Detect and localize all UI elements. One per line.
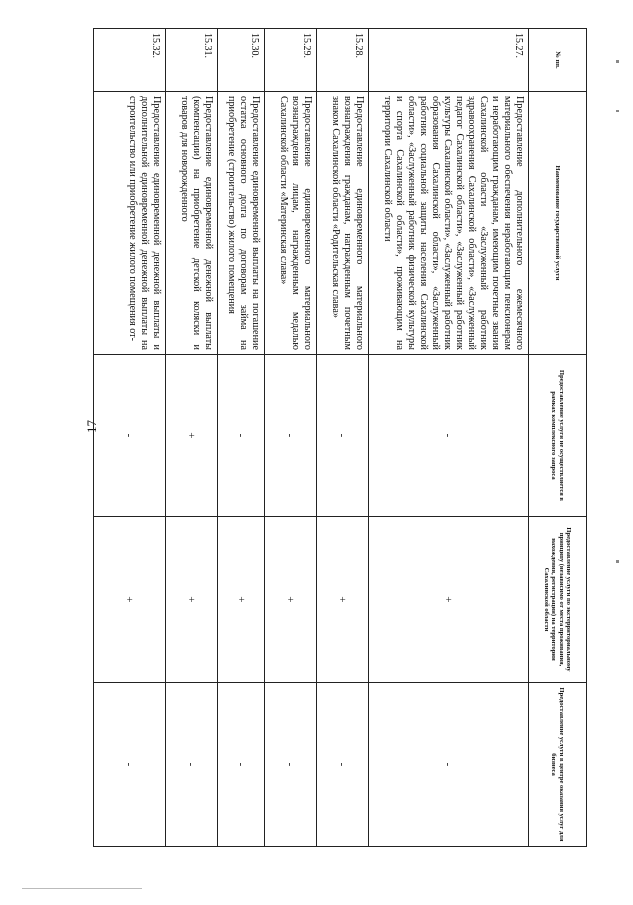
service-name: Предоставление дополнительного ежемесячного материального обеспечения неработающим пенсионерам и неработающим гражданам, имеющим почетные звания Сахалинской области «Заслуженный работник здравоохранения Сахалинской области», «Заслуженный педагог Сахалинской области», «Заслуженный работник культуры Сахалинской области», «Заслуженный работник образования Сахалинской области», «Заслуженный работник социальной защиты населения Сахалинской области», «Заслуженный работник физической культуры и спорта Сахалинской области», проживающим на территории Сахалинской области	[369, 92, 529, 355]
table-row	[317, 29, 369, 847]
table-row	[94, 29, 166, 847]
complex-request-mark: +	[166, 355, 218, 517]
extraterritorial-mark: +	[166, 517, 218, 683]
service-name: Предоставление единовременного материального вознаграждения лицам, награжденным медалью Сахалинской области «Материнская слава»	[265, 92, 317, 355]
service-name: Предоставление единовременной выплаты на погашение остатка основного долга по договорам займа на приобретение (строительство) жилого помещения	[218, 92, 265, 355]
row-number: 15.29.	[265, 29, 317, 92]
services-table-sheet	[94, 28, 587, 846]
row-number: 15.31.	[166, 29, 218, 92]
complex-request-mark: -	[369, 355, 529, 517]
business-center-mark: -	[166, 683, 218, 847]
business-center-mark: -	[265, 683, 317, 847]
header-extraterritorial: Предоставление услуги по экстерриториальному принципу (независимо от места проживания, нахождения, регистрации) на территории Сахалинской области	[529, 517, 587, 683]
complex-request-mark: -	[94, 355, 166, 517]
scan-speck	[616, 110, 619, 112]
header-service-name: Наименование государственной услуги	[529, 92, 587, 355]
table-header-row	[529, 29, 587, 847]
scan-edge-line	[22, 888, 142, 889]
row-number: 15.28.	[317, 29, 369, 92]
row-number: 15.30.	[218, 29, 265, 92]
service-name: Предоставление единовременной денежной выплаты (компенсации) на приобретение детской коляски и товаров для новорожденного	[166, 92, 218, 355]
business-center-mark: -	[218, 683, 265, 847]
table-row	[166, 29, 218, 847]
scan-speck	[616, 560, 619, 563]
extraterritorial-mark: +	[94, 517, 166, 683]
business-center-mark: -	[94, 683, 166, 847]
header-business-center: Предоставление услуги в центре оказания услуг для бизнеса	[529, 683, 587, 847]
row-number: 15.27.	[369, 29, 529, 92]
table-row	[265, 29, 317, 847]
header-complex-request: Предоставление услуги не осуществляется в рамках комплексного запроса	[529, 355, 587, 517]
row-number: 15.32.	[94, 29, 166, 92]
extraterritorial-mark: +	[317, 517, 369, 683]
business-center-mark: -	[317, 683, 369, 847]
scan-speck	[616, 60, 619, 63]
page-number: 17	[84, 420, 99, 433]
table-row	[218, 29, 265, 847]
complex-request-mark: -	[218, 355, 265, 517]
service-name: Предоставление единовременной денежной выплаты и дополнительной единовременной денежной выплаты на строительство или приобретение жилого помещения от-	[94, 92, 166, 355]
business-center-mark: -	[369, 683, 529, 847]
table-row	[369, 29, 529, 847]
header-number: № пп.	[529, 29, 587, 92]
services-table	[93, 28, 587, 847]
complex-request-mark: -	[265, 355, 317, 517]
complex-request-mark: -	[317, 355, 369, 517]
extraterritorial-mark: +	[265, 517, 317, 683]
extraterritorial-mark: +	[218, 517, 265, 683]
service-name: Предоставление единовременного материального вознаграждения гражданам, награжденным почетным знаком Сахалинской области «Родительская слава»	[317, 92, 369, 355]
extraterritorial-mark: +	[369, 517, 529, 683]
